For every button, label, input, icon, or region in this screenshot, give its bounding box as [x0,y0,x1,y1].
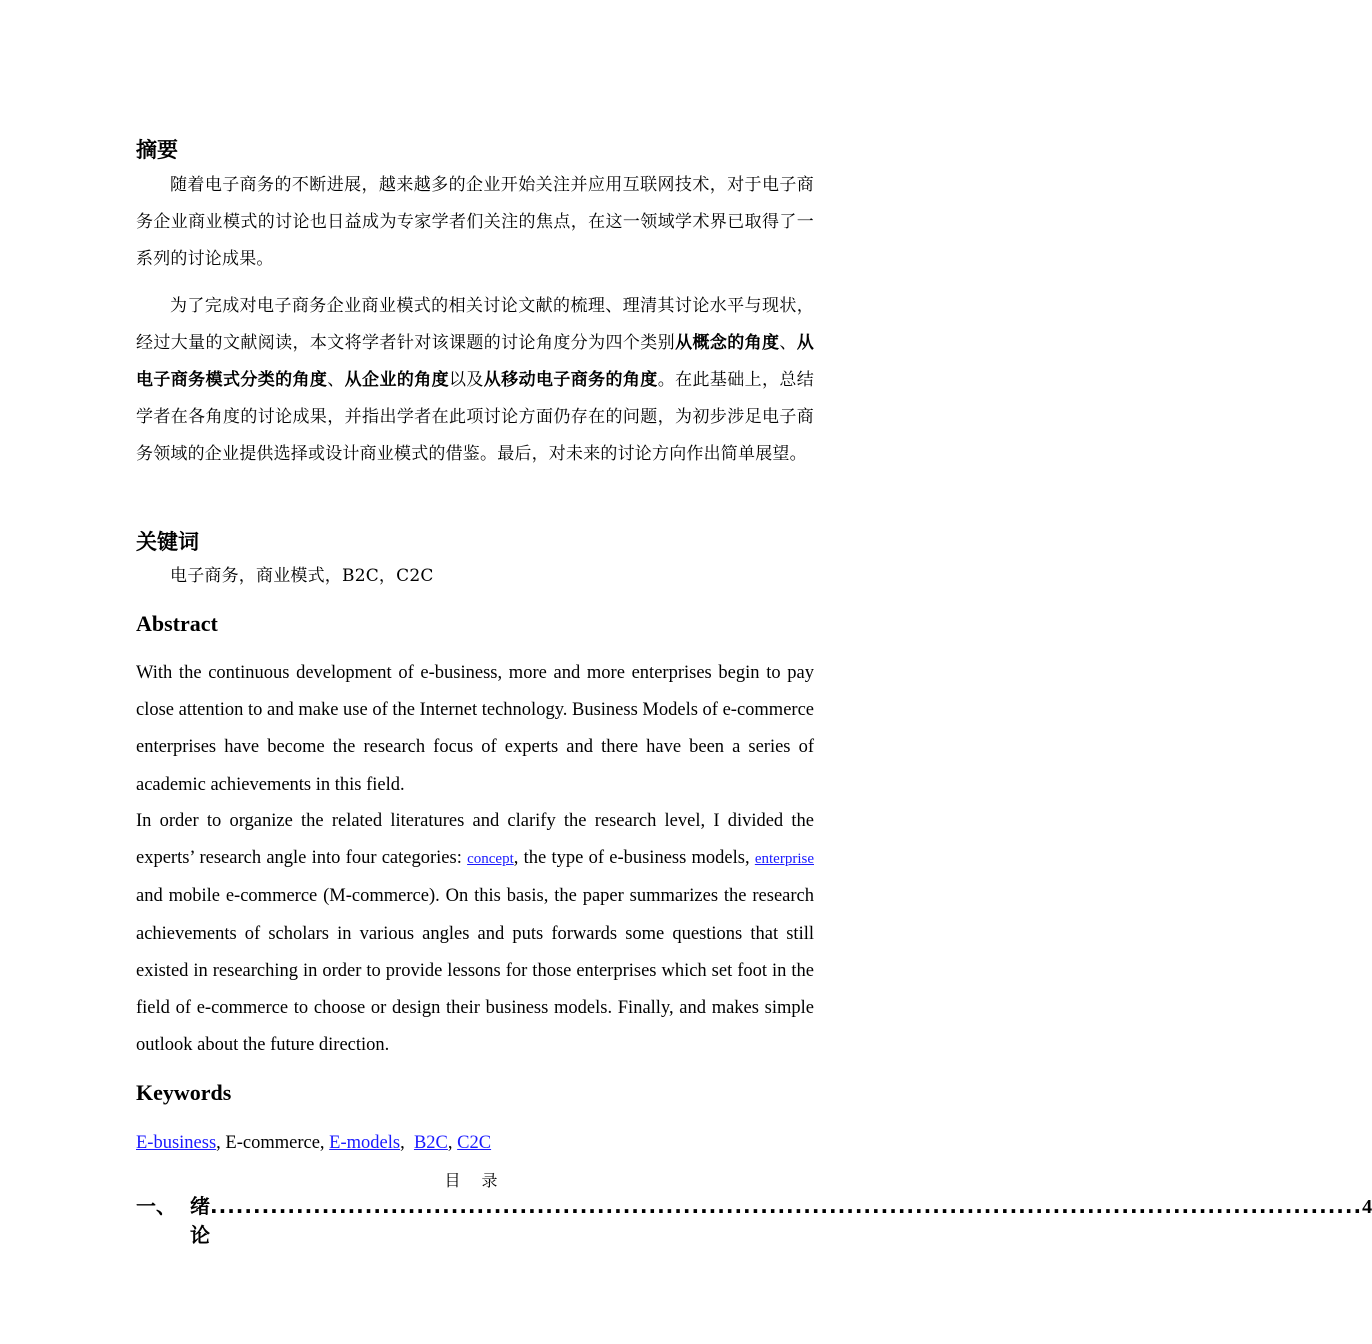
abstract-en-p2-mid: , the type of e-business models, [513,848,755,869]
separator: , E-commerce, [216,1133,330,1153]
toc-entry[interactable] [136,1190,1372,1247]
keyword-c2c-link[interactable]: C2C [457,1133,492,1153]
keyword-b2c-link[interactable]: B2C [413,1133,448,1153]
abstract-en-p2-rest: and mobile e-commerce (M-commerce). On this basis, the paper summarizes the research achievements of scholars in various angles and puts forwards some questions that still existed in researching in order to provide lessons for those enterprises which set foot in the field of e-commerce to choose or design their business models. Finally, and makes simple outlook about the future direction. [136,886,814,1056]
angle-mobile: 从移动电子商务的角度 [483,370,658,390]
concept-link[interactable]: concept [467,851,514,868]
angle-model-type: 从电子商务模式分类的角度 [136,333,814,390]
keywords-en-heading: Keywords [136,1080,232,1105]
abstract-en-p2-intro: In order to organize the related literatures and clarify the research level, I divided the experts’ research angle into four categories: [136,811,814,869]
keywords-cn-text: 电子商务，商业模式，B2C，C2C [170,566,434,586]
toc-entry-label: 绪论 [190,1194,210,1247]
abstract-cn-p2-rest: 。在此基础上，总结学者在各角度的讨论成果，并指出学者在此项讨论方面仍存在的问题，为初步涉足电子商务领域的企业提供选择或设计商业模式的借鉴。最后，对未来的讨论方向作出简单展望。 [136,370,814,464]
keyword-e-models-link[interactable]: E-models [329,1133,401,1153]
separator: 、 [327,370,345,390]
separator: , [447,1133,458,1153]
abstract-cn-heading: 摘要 [136,138,178,162]
abstract-cn-paragraph-1: 随着电子商务的不断进展，越来越多的企业开始关注并应用互联网技术，对于电子商务企业商业模式的讨论也日益成为专家学者们关注的焦点，在这一领域学术界已取得了一系列的讨论成果。 [136,175,814,269]
abstract-en-heading: Abstract [136,611,218,636]
separator: , [400,1133,414,1153]
abstract-cn-p2-intro: 为了完成对电子商务企业商业模式的相关讨论文献的梳理、理清其讨论水平与现状，经过大量的文献阅读，本文将学者针对该课题的讨论角度分为四个类别 [136,296,814,353]
toc-title: 目 录 [444,1171,506,1190]
toc-leader-dots: ...................................................................................................................................... [210,1194,1363,1218]
keyword-e-business-link[interactable]: E-business [136,1133,217,1153]
keywords-cn-heading: 关键词 [136,530,199,554]
angle-concept: 从概念的角度 [675,333,780,353]
abstract-cn-paragraph-2 [136,288,814,473]
angle-enterprise: 从企业的角度 [344,370,450,390]
enterprise-link[interactable]: enterprise [754,851,814,868]
conjunction: 以及 [449,370,484,390]
toc-entry-page: 4 [1362,1196,1372,1218]
abstract-en-paragraph-2 [136,803,814,1064]
keywords-en-line [136,1125,814,1162]
abstract-en-paragraph-1: With the continuous development of e-business, more and more enterprises begin to pay close attention to and make use of the Internet technology. Business Models of e-commerce enterprises have become the research focus of experts and there have been a series of academic achievements in this field. [136,663,814,795]
separator: 、 [779,333,797,353]
toc-entry-number: 一、 [136,1194,176,1218]
